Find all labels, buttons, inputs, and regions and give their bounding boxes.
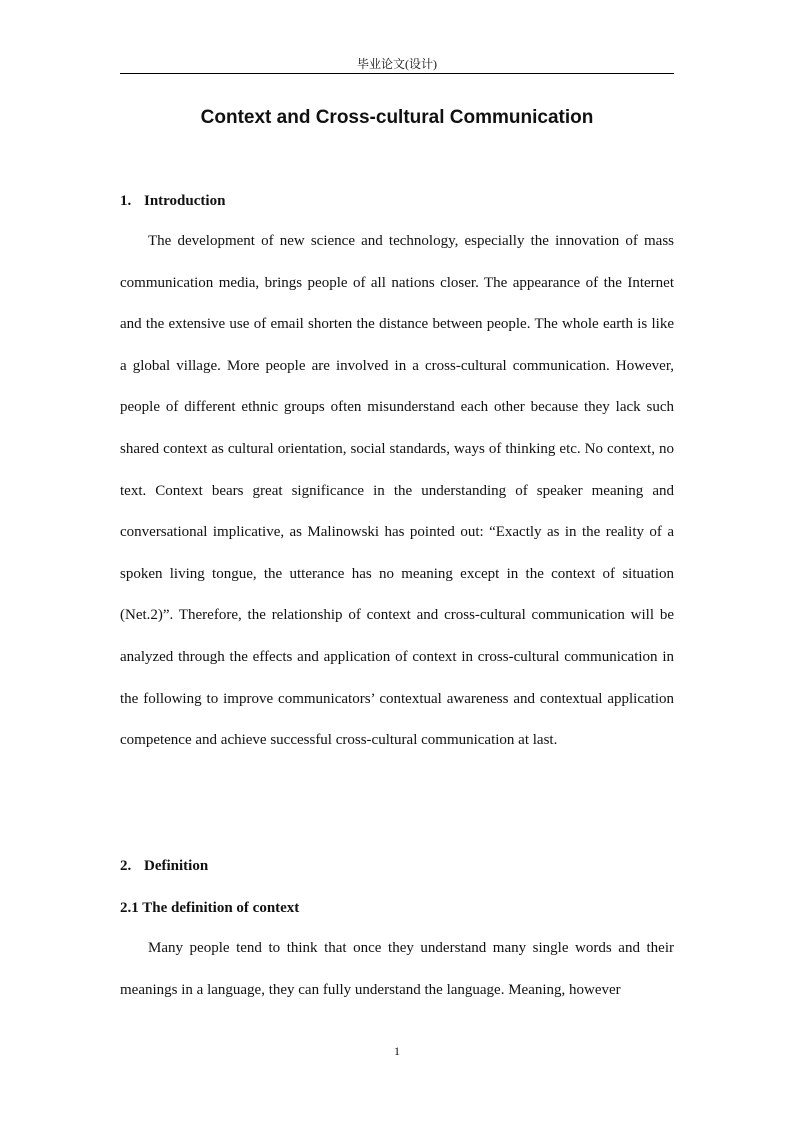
section-heading-definition: [120, 856, 208, 876]
document-title: Context and Cross-cultural Communication: [200, 107, 594, 128]
page-number: 1: [394, 1044, 400, 1058]
section-title: Definition: [144, 858, 209, 874]
page-header: 毕业论文(设计): [357, 57, 437, 71]
header-divider: [120, 73, 674, 74]
section-number: 1.: [120, 193, 132, 209]
section-title: Introduction: [144, 193, 226, 209]
introduction-paragraph: The development of new science and technology, especially the innovation of mass communication media, brings people of all nations closer. The appearance of the Internet and the extensive use of email shorten the distance between people. The whole earth is like a global village. More people are involved in a cross-cultural communication. However, people of different ethnic groups often misunderstand each other because they lack such shared context as cultural orientation, social standards, ways of thinking etc. No context, no text. Context bears great significance in the understanding of speaker meaning and conversational implicative, as Malinowski has pointed out: “Exactly as in the reality of a spoken living tongue, the utterance has no meaning except in the context of situation (Net.2)”. Therefore, the relationship of context and cross-cultural communication will be analyzed through the effects and application of context in cross-cultural communication in the following to improve communicators’ contextual awareness and contextual application competence and achieve successful cross-cultural communication at last.: [120, 233, 674, 749]
definition-of-context-paragraph: Many people tend to think that once they understand many single words and their meanings in a language, they can fully understand the language. Meaning, however: [120, 940, 674, 998]
subsection-heading-definition-of-context: 2.1 The definition of context: [120, 900, 300, 916]
section-heading-introduction: [120, 191, 225, 211]
section-number: 2.: [120, 858, 132, 874]
